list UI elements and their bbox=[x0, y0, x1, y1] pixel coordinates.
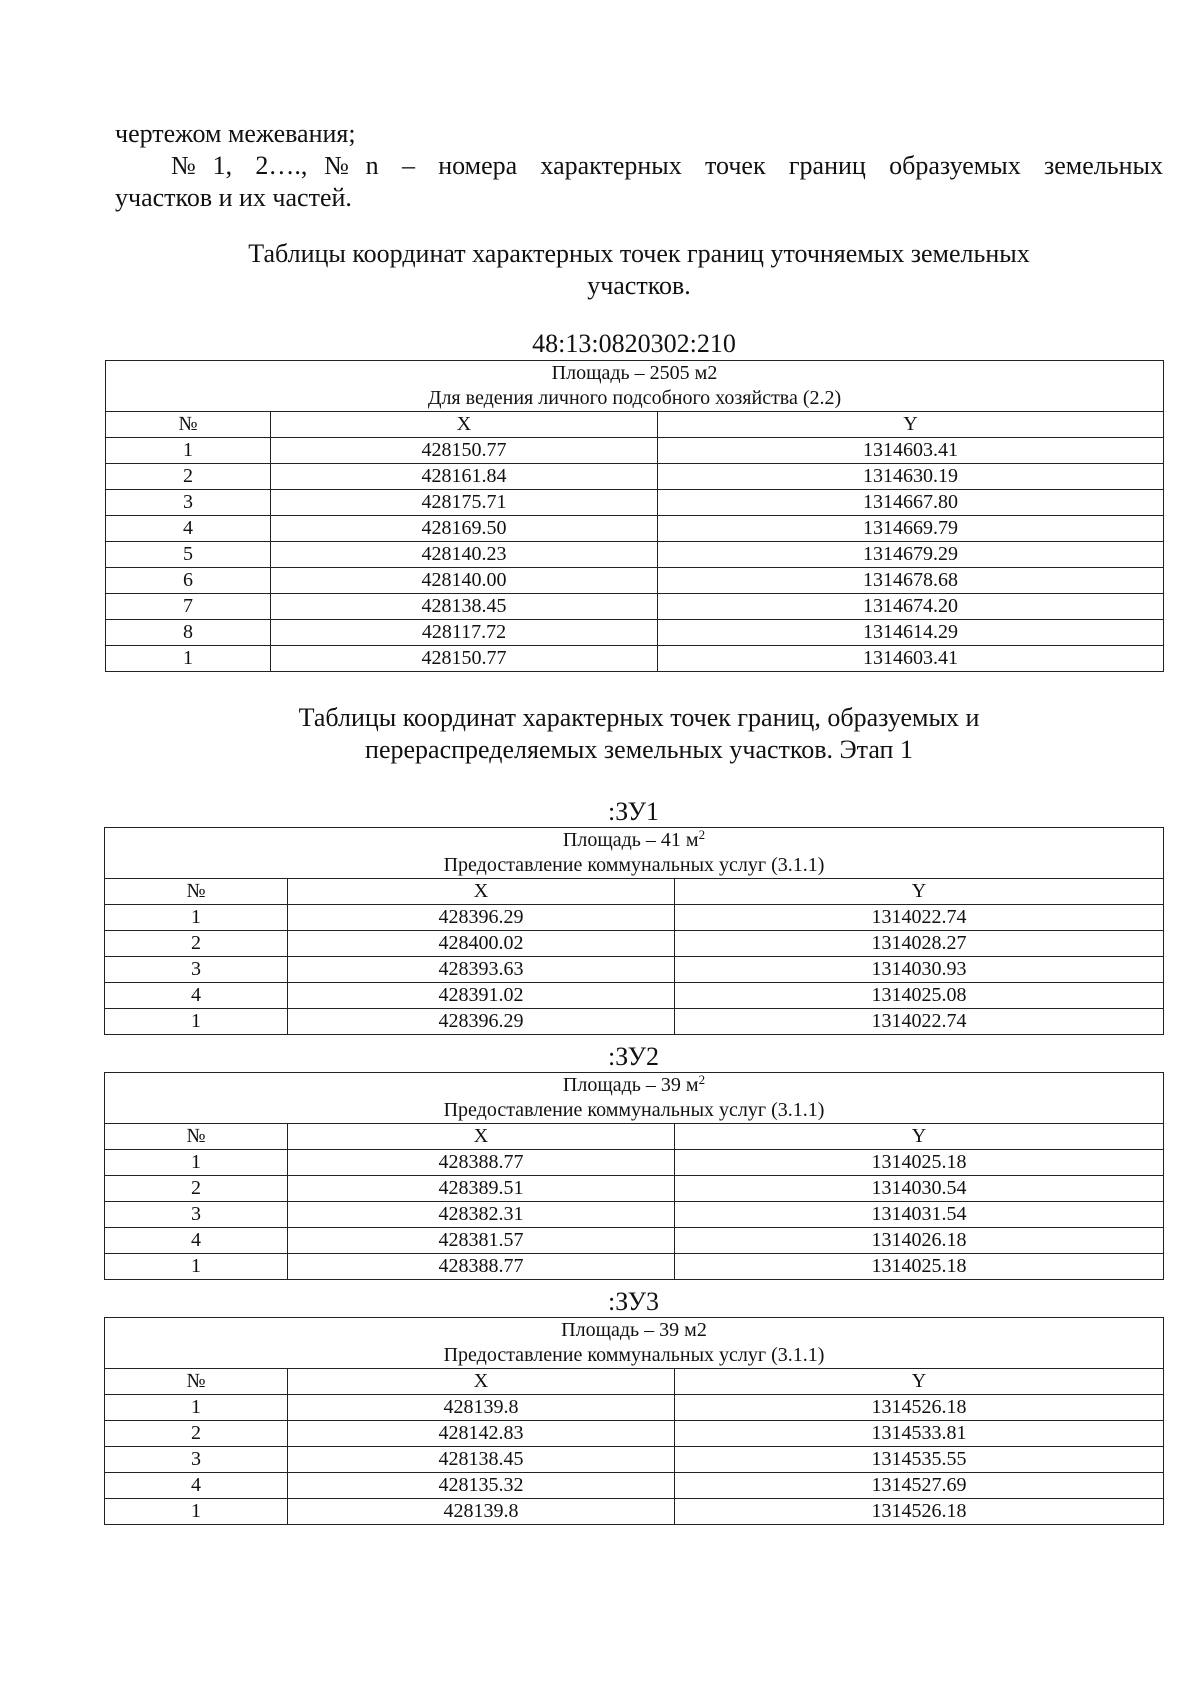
table-row bbox=[105, 1202, 1164, 1228]
coordinate-y: 1314667.80 bbox=[658, 490, 1164, 516]
column-header-x: X bbox=[288, 1124, 675, 1150]
area-label: Площадь – 39 м2 bbox=[561, 1319, 707, 1341]
coordinates-table bbox=[105, 360, 1164, 672]
column-header-x: X bbox=[288, 1369, 675, 1395]
column-header-x: X bbox=[288, 879, 675, 905]
coordinate-x: 428169.50 bbox=[271, 516, 658, 542]
coordinate-x: 428140.23 bbox=[271, 542, 658, 568]
area-unit-superscript: 2 bbox=[698, 1072, 706, 1087]
heading-refined-plots bbox=[115, 238, 1163, 302]
coordinate-y: 1314025.18 bbox=[675, 1150, 1164, 1176]
coordinate-x: 428382.31 bbox=[288, 1202, 675, 1228]
coordinate-x: 428175.71 bbox=[271, 490, 658, 516]
column-header-x: X bbox=[271, 412, 658, 438]
coordinate-x: 428135.32 bbox=[288, 1473, 675, 1499]
area-usage-cell bbox=[105, 1073, 1164, 1124]
point-number: 3 bbox=[106, 490, 271, 516]
coordinate-x: 428139.8 bbox=[288, 1499, 675, 1525]
point-number: 4 bbox=[106, 516, 271, 542]
column-header-y: Y bbox=[675, 879, 1164, 905]
usage-label: Предоставление коммунальных услуг (3.1.1) bbox=[443, 1099, 825, 1121]
coordinate-x: 428393.63 bbox=[288, 957, 675, 983]
table-row bbox=[105, 1254, 1164, 1280]
area-label: Площадь – 2505 м2 bbox=[551, 362, 718, 384]
area-unit-superscript: 2 bbox=[698, 827, 706, 842]
coordinate-x: 428389.51 bbox=[288, 1176, 675, 1202]
point-number: 1 bbox=[105, 905, 288, 931]
coordinate-x: 428117.72 bbox=[271, 620, 658, 646]
coordinate-x: 428138.45 bbox=[271, 594, 658, 620]
coordinate-x: 428139.8 bbox=[288, 1395, 675, 1421]
coordinate-x: 428388.77 bbox=[288, 1254, 675, 1280]
intro-line-3: участков и их частей. bbox=[115, 183, 352, 212]
table-row bbox=[106, 646, 1164, 672]
table-row bbox=[105, 905, 1164, 931]
table-row bbox=[106, 594, 1164, 620]
coordinate-x: 428396.29 bbox=[288, 905, 675, 931]
table-row bbox=[106, 568, 1164, 594]
heading-refined-line-1: Таблицы координат характерных точек границ уточняемых земельных bbox=[248, 239, 1030, 268]
point-number: 4 bbox=[105, 1228, 288, 1254]
column-header-number: № bbox=[105, 879, 288, 905]
point-number: 2 bbox=[105, 1176, 288, 1202]
area-label: Площадь – 41 м bbox=[562, 829, 699, 851]
coordinate-y: 1314526.18 bbox=[675, 1395, 1164, 1421]
coordinate-y: 1314025.08 bbox=[675, 983, 1164, 1009]
point-number: 1 bbox=[105, 1009, 288, 1035]
coordinate-y: 1314678.68 bbox=[658, 568, 1164, 594]
coordinate-x: 428138.45 bbox=[288, 1447, 675, 1473]
table-row bbox=[105, 983, 1164, 1009]
area-usage-cell bbox=[105, 828, 1164, 879]
point-number: 2 bbox=[106, 464, 271, 490]
plot-cadastral-id: 48:13:0820302:210 bbox=[532, 329, 736, 358]
coordinate-x: 428150.77 bbox=[271, 646, 658, 672]
point-number: 1 bbox=[106, 646, 271, 672]
column-header-number: № bbox=[105, 1124, 288, 1150]
table-row bbox=[105, 1150, 1164, 1176]
area-usage-cell bbox=[106, 361, 1164, 412]
point-number: 3 bbox=[105, 1202, 288, 1228]
coordinate-x: 428381.57 bbox=[288, 1228, 675, 1254]
table-header-row bbox=[105, 1318, 1164, 1369]
plot-cadastral-id: :ЗУ3 bbox=[607, 1287, 659, 1316]
column-header-row bbox=[105, 1124, 1164, 1150]
coordinates-table bbox=[104, 827, 1164, 1035]
point-number: 7 bbox=[106, 594, 271, 620]
coordinate-y: 1314669.79 bbox=[658, 516, 1164, 542]
point-number: 1 bbox=[105, 1254, 288, 1280]
intro-line-2: №1, 2….,№n – номера характерных точек границ образуемых земельных bbox=[171, 151, 1163, 180]
column-header-y: Y bbox=[658, 412, 1164, 438]
coordinates-table bbox=[104, 1072, 1164, 1280]
point-number: 1 bbox=[106, 438, 271, 464]
area-label: Площадь – 39 м bbox=[562, 1074, 699, 1096]
column-header-y: Y bbox=[675, 1124, 1164, 1150]
table-row bbox=[105, 957, 1164, 983]
point-number: 4 bbox=[105, 983, 288, 1009]
coordinate-y: 1314028.27 bbox=[675, 931, 1164, 957]
table-header-row bbox=[105, 1073, 1164, 1124]
column-header-row bbox=[106, 412, 1164, 438]
usage-label: Предоставление коммунальных услуг (3.1.1) bbox=[443, 1344, 825, 1366]
coordinate-y: 1314022.74 bbox=[675, 1009, 1164, 1035]
table-row bbox=[105, 1395, 1164, 1421]
usage-label: Для ведения личного подсобного хозяйства (2.2) bbox=[427, 387, 842, 409]
plot-cadastral-id: :ЗУ1 bbox=[607, 797, 659, 826]
coordinate-y: 1314025.18 bbox=[675, 1254, 1164, 1280]
coordinates-table bbox=[104, 1317, 1164, 1525]
column-header-row bbox=[105, 1369, 1164, 1395]
coordinate-x: 428400.02 bbox=[288, 931, 675, 957]
table-row bbox=[106, 542, 1164, 568]
coordinate-x: 428388.77 bbox=[288, 1150, 675, 1176]
table-row bbox=[106, 516, 1164, 542]
table-row bbox=[105, 1176, 1164, 1202]
coordinate-y: 1314630.19 bbox=[658, 464, 1164, 490]
point-number: 4 bbox=[105, 1473, 288, 1499]
column-header-row bbox=[105, 879, 1164, 905]
table-row bbox=[105, 931, 1164, 957]
table-header-row bbox=[105, 828, 1164, 879]
coordinate-y: 1314603.41 bbox=[658, 438, 1164, 464]
point-number: 1 bbox=[105, 1150, 288, 1176]
table-row bbox=[106, 490, 1164, 516]
coordinate-y: 1314527.69 bbox=[675, 1473, 1164, 1499]
coordinate-y: 1314022.74 bbox=[675, 905, 1164, 931]
coordinate-x: 428142.83 bbox=[288, 1421, 675, 1447]
coordinate-y: 1314526.18 bbox=[675, 1499, 1164, 1525]
table-row bbox=[105, 1228, 1164, 1254]
coordinate-x: 428161.84 bbox=[271, 464, 658, 490]
coordinate-y: 1314030.54 bbox=[675, 1176, 1164, 1202]
coordinate-y: 1314674.20 bbox=[658, 594, 1164, 620]
table-row bbox=[105, 1421, 1164, 1447]
coordinate-y: 1314614.29 bbox=[658, 620, 1164, 646]
table-header-row bbox=[106, 361, 1164, 412]
column-header-y: Y bbox=[675, 1369, 1164, 1395]
coordinate-y: 1314026.18 bbox=[675, 1228, 1164, 1254]
column-header-number: № bbox=[105, 1369, 288, 1395]
coordinate-y: 1314603.41 bbox=[658, 646, 1164, 672]
coordinate-y: 1314533.81 bbox=[675, 1421, 1164, 1447]
coordinate-x: 428391.02 bbox=[288, 983, 675, 1009]
table-row bbox=[105, 1447, 1164, 1473]
point-number: 2 bbox=[105, 931, 288, 957]
table-row bbox=[106, 438, 1164, 464]
coordinate-y: 1314030.93 bbox=[675, 957, 1164, 983]
usage-label: Предоставление коммунальных услуг (3.1.1) bbox=[443, 854, 825, 876]
point-number: 3 bbox=[105, 1447, 288, 1473]
table-row bbox=[106, 620, 1164, 646]
table-row bbox=[105, 1499, 1164, 1525]
point-number: 1 bbox=[105, 1395, 288, 1421]
coordinate-y: 1314535.55 bbox=[675, 1447, 1164, 1473]
coordinate-x: 428150.77 bbox=[271, 438, 658, 464]
point-number: 3 bbox=[105, 957, 288, 983]
table-row bbox=[105, 1009, 1164, 1035]
heading-formed-line-1: Таблицы координат характерных точек границ, образуемых и bbox=[298, 703, 980, 732]
area-usage-cell bbox=[105, 1318, 1164, 1369]
plot-cadastral-id: :ЗУ2 bbox=[607, 1042, 659, 1071]
coordinate-y: 1314679.29 bbox=[658, 542, 1164, 568]
point-number: 5 bbox=[106, 542, 271, 568]
point-number: 1 bbox=[105, 1499, 288, 1525]
table-row bbox=[105, 1473, 1164, 1499]
table-row bbox=[106, 464, 1164, 490]
point-number: 6 bbox=[106, 568, 271, 594]
coordinate-y: 1314031.54 bbox=[675, 1202, 1164, 1228]
point-number: 2 bbox=[105, 1421, 288, 1447]
heading-formed-plots bbox=[115, 702, 1163, 766]
coordinate-x: 428396.29 bbox=[288, 1009, 675, 1035]
intro-line-1: чертежом межевания; bbox=[115, 119, 356, 148]
column-header-number: № bbox=[106, 412, 271, 438]
heading-formed-line-2: перераспределяемых земельных участков. Этап 1 bbox=[365, 735, 913, 764]
heading-refined-line-2: участков. bbox=[587, 271, 691, 300]
point-number: 8 bbox=[106, 620, 271, 646]
coordinate-x: 428140.00 bbox=[271, 568, 658, 594]
